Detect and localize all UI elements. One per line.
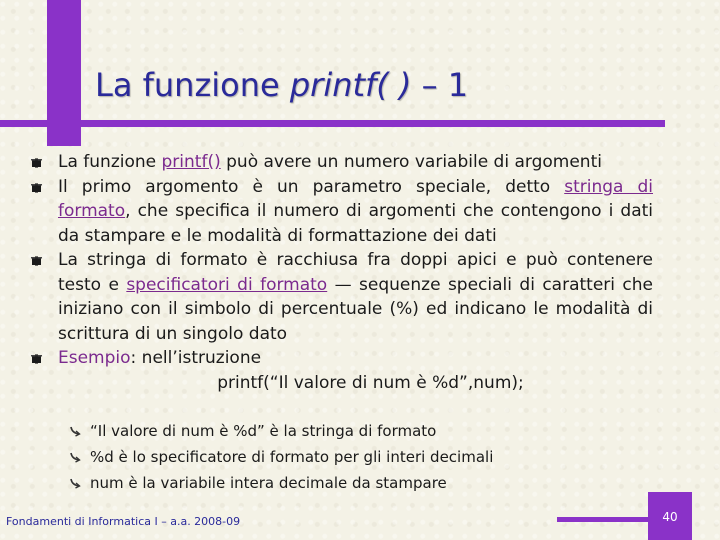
title-suffix: – 1	[411, 66, 469, 104]
curved-arrow-icon	[69, 477, 81, 489]
footer-course-label: Fondamenti di Informatica I – a.a. 2008-09	[6, 515, 241, 528]
square-bullet-icon	[31, 158, 42, 168]
sub-item	[90, 470, 493, 496]
square-bullet-icon	[31, 256, 42, 266]
curved-arrow-icon	[69, 451, 81, 463]
sub-item-text: num è la variabile intera decimale da stampare	[90, 474, 447, 492]
title-underline-bar	[0, 120, 665, 127]
bullet-list	[58, 150, 653, 395]
keyword-printf: printf()	[161, 152, 221, 172]
page-number: 40	[648, 492, 692, 540]
bullet-text: , che specifica il numero di argomenti che contengono i dati da stampare e le modalità di formattazione dei dati	[58, 201, 653, 246]
title-function-name: printf( )	[289, 66, 412, 104]
sub-item	[90, 418, 493, 444]
bullet-text: La funzione	[58, 152, 162, 172]
bullet-text: Il primo argomento è un parametro speciale, detto	[58, 176, 565, 197]
sub-item-text: “Il valore di num è %d” è la stringa di formato	[90, 422, 437, 440]
sub-item	[90, 444, 493, 470]
bullet-text: può avere un numero variabile di argomenti	[220, 152, 602, 172]
keyword-esempio: Esempio	[58, 348, 131, 368]
example-code-line: printf(“Il valore di num è %d”,num);	[217, 372, 524, 393]
square-bullet-icon	[31, 183, 42, 193]
bullet-text: — sequenze speciali di caratteri che iniziano con il simbolo di percentuale (%) ed indicano le modalità di scrittura di un singolo dato	[58, 274, 653, 344]
keyword-specificatori-di-formato: specificatori di formato	[126, 274, 328, 295]
bullet-item-example	[58, 346, 653, 395]
keyword-stringa-di-formato: stringa di formato	[58, 176, 653, 221]
bullet-item-specifiers	[58, 248, 653, 346]
bullet-item-varargs	[58, 150, 653, 175]
title-prefix: La funzione	[95, 66, 290, 104]
sub-bullet-list	[90, 418, 493, 496]
curved-arrow-icon	[69, 425, 81, 437]
bullet-text: : nell’istruzione	[130, 348, 262, 368]
sub-item-text: %d è lo specificatore di formato per gli interi decimali	[90, 448, 494, 466]
bullet-item-format-string	[58, 175, 653, 249]
footer-bar	[557, 517, 648, 522]
bullet-text: La stringa di formato è racchiusa fra doppi apici e può contenere testo e	[58, 250, 653, 295]
slide-title	[95, 66, 468, 104]
square-bullet-icon	[31, 354, 42, 364]
